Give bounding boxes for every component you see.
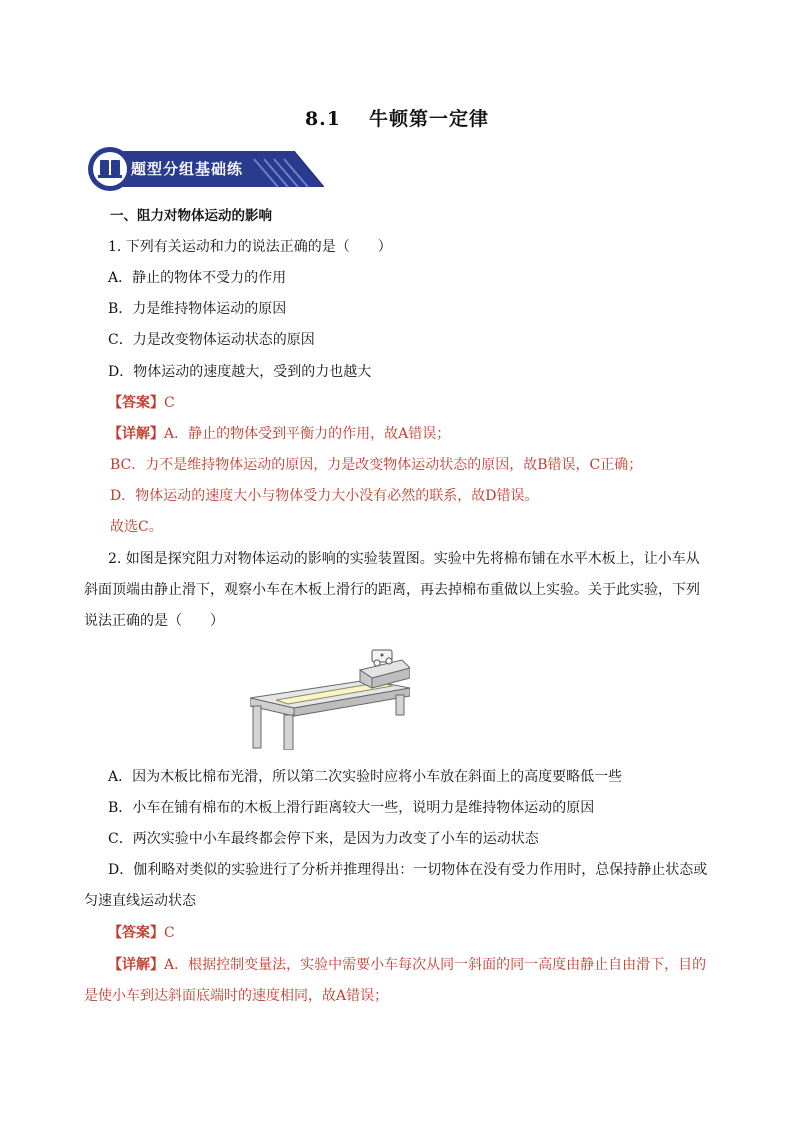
q2-option-d: D．伽利略对类似的实验进行了分析并推理得出：一切物体在没有受力作用时，总保持静止状态或 bbox=[108, 862, 708, 878]
q2-option-b: B．小车在铺有棉布的木板上滑行距离较大一些，说明力是维持物体运动的原因 bbox=[108, 800, 595, 816]
q2-option-c: C．两次实验中小车最终都会停下来，是因为力改变了小车的运动状态 bbox=[108, 831, 539, 847]
q1-detail-line-1 bbox=[108, 424, 738, 444]
detail-text: A．静止的物体受到平衡力的作用，故A错误； bbox=[164, 426, 451, 442]
q2-option-a: A．因为木板比棉布光滑，所以第二次实验时应将小车放在斜面上的高度要略低一些 bbox=[108, 769, 623, 785]
q1-conclusion: 故选C。 bbox=[110, 519, 163, 535]
detail-text: A．根据控制变量法，实验中需要小车每次从同一斜面的同一高度由静止自由滑下，目的 bbox=[164, 957, 707, 973]
q1-option-d: D．物体运动的速度越大，受到的力也越大 bbox=[108, 364, 372, 380]
q1-detail-line-2: BC．力不是维持物体运动的原因，力是改变物体运动状态的原因，故B错误，C正确； bbox=[110, 457, 643, 473]
answer-tag: 【答案】 bbox=[108, 925, 164, 941]
question-2-stem-line-2: 斜面顶端由静止滑下，观察小车在木板上滑行的距离，再去掉棉布重做以上实验。关于此实验，下列 bbox=[84, 582, 700, 598]
answer-value: C bbox=[164, 395, 175, 411]
q1-option-a: A．静止的物体不受力的作用 bbox=[108, 270, 287, 286]
experiment-apparatus-figure bbox=[250, 642, 410, 750]
question-2-stem-line-1: 2. 如图是探究阻力对物体运动的影响的实验装置图。实验中先将棉布铺在水平木板上，让小车从 bbox=[108, 551, 700, 567]
q1-detail-line-3: D．物体运动的速度大小与物体受力大小没有必然的联系，故D错误。 bbox=[110, 488, 539, 504]
question-2-stem-line-3: 说法正确的是（ ） bbox=[84, 613, 224, 629]
q2-detail-line-1 bbox=[108, 955, 738, 975]
q1-option-c: C．力是改变物体运动状态的原因 bbox=[108, 332, 315, 348]
section-heading: 一、阻力对物体运动的影响 bbox=[110, 208, 272, 224]
answer-tag: 【答案】 bbox=[108, 395, 164, 411]
banner-label: 题型分组基础练 bbox=[131, 160, 244, 178]
detail-tag: 【详解】 bbox=[108, 957, 164, 973]
q1-option-b: B．力是维持物体运动的原因 bbox=[108, 301, 287, 317]
answer-value: C bbox=[164, 925, 175, 941]
page-title bbox=[0, 104, 794, 131]
q2-answer bbox=[108, 923, 738, 943]
question-1-stem: 1. 下列有关运动和力的说法正确的是（ ） bbox=[108, 239, 392, 255]
section-title: 牛顿第一定律 bbox=[369, 108, 490, 130]
section-number: 8.1 bbox=[304, 108, 342, 130]
detail-tag: 【详解】 bbox=[108, 426, 164, 442]
q1-answer bbox=[108, 393, 738, 413]
q2-option-d-cont: 匀速直线运动状态 bbox=[84, 893, 196, 909]
q2-detail-line-2: 是使小车到达斜面底端时的速度相同，故A错误； bbox=[84, 988, 389, 1004]
